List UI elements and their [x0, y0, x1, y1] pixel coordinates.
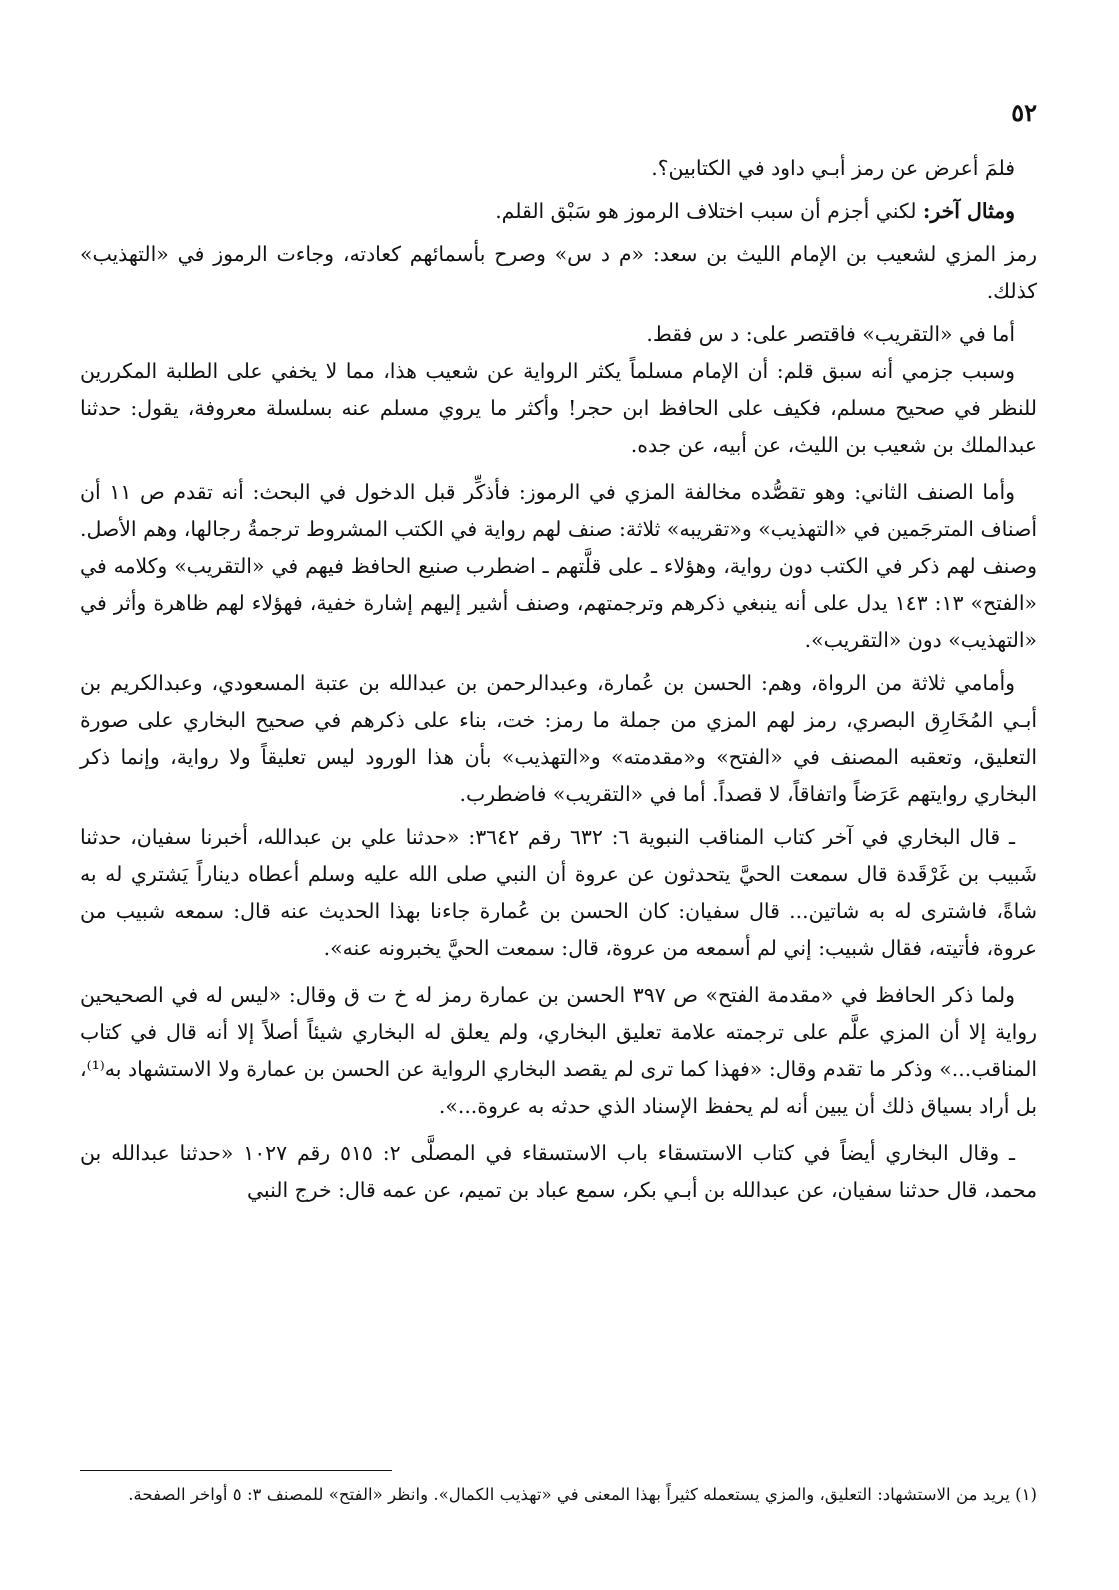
paragraph-text: أما في «التقريب» فاقتصر على: د س فقط.: [646, 322, 1015, 346]
paragraph: [80, 977, 1037, 1125]
paragraph-text: لكني أجزم أن سبب اختلاف الرموز هو سَبْق القلم.: [495, 199, 923, 223]
paragraph-text: فلمَ أعرض عن رمز أبـي داود في الكتابين؟.: [651, 156, 1015, 180]
paragraph-text: ـ قال البخاري في آخر كتاب المناقب النبوية ٦: ٦٣٢ رقم ٣٦٤٢: «حدثنا علي بن عبدالله، أخبرنا سفيان، حدثنا شَبيب بن غَرْقَدة قال سمعت الحيَّ يتحدثون عن عروة أن النبي صلى الله عليه وسلم أعطاه ديناراً يَشتري له به شاةً، فاشترى له به شاتين... قال سفيان: كان الحسن بن عُمارة جاءنا بهذا الحديث عنه قال: سمعه شبيب من عروة، فأتيته، فقال شبيب: إني لم أسمعه من عروة، قال: سمعت الحيَّ يخبرونه عنه».: [80, 825, 1037, 960]
paragraph: [80, 1135, 1037, 1209]
footnote: [80, 1480, 1037, 1510]
page-number: ٥٢: [1011, 98, 1037, 127]
paragraph: [80, 353, 1037, 464]
paragraph-lead: ومثال آخر:: [922, 199, 1015, 223]
paragraph-text: وأما الصنف الثاني: وهو تقصُّده مخالفة المزي في الرموز: فأذكِّر قبل الدخول في البحث: أنه تقدم ص ١١ أن أصناف المترجَمين في «التهذيب» و«تقريبه» ثلاثة: صنف لهم رواية في الكتب المشروط ترجمةُ رجالها، وهم الأصل. وصنف لهم ذكر في الكتب دون رواية، وهؤلاء ـ على قلَّتهم ـ اضطرب صنيع الحافظ فيهم في «التقريب» وكلامه في «الفتح» ١٣: ١٤٣ يدل على أنه ينبغي ذكرهم وترجمتهم، وصنف أشير إليهم إشارة خفية، فهؤلاء لهم ظاهرة وأثر في «التهذيب» دون «التقريب».: [80, 480, 1037, 652]
paragraph: [80, 236, 1037, 310]
footnote-text: (١) يريد من الاستشهاد: التعليق، والمزي يستعمله كثيراً بهذا المعنى في «تهذيب الكمال». وانظر «الفتح» للمصنف ٣: ٥ أواخر الصفحة.: [128, 1485, 1037, 1504]
document-page: [80, 0, 1037, 1590]
paragraph-text: ـ وقال البخاري أيضاً في كتاب الاستسقاء باب الاستسقاء في المصلَّى ٢: ٥١٥ رقم ١٠٢٧ «حدثنا عبدالله بن محمد، قال حدثنا سفيان، عن عبدالله بن أبـي بكر، سمع عباد بن تميم، عن عمه قال: خرج النبي: [80, 1141, 1037, 1202]
paragraph-text: رمز المزي لشعيب بن الإمام الليث بن سعد: «م د س» وصرح بأسمائهم كعادته، وجاءت الرموز في «التهذيب» كذلك.: [80, 242, 1037, 303]
footnote-divider: [80, 1470, 392, 1471]
body-text: [80, 150, 1037, 1215]
paragraph-text: ولما ذكر الحافظ في «مقدمة الفتح» ص ٣٩٧ الحسن بن عمارة رمز له خ ت ق وقال: «ليس له في الصحيحين رواية إلا أن المزي علَّم على ترجمته علامة تعليق البخاري، ولم يعلق له البخاري شيئاً أصلاً إلا أنه قال في كتاب المناقب...» وذكر ما تقدم وقال: «فهذا كما ترى لم يقصد البخاري الرواية عن الحسن بن عمارة ولا الاستشهاد به⁽¹⁾، بل أراد بسياق ذلك أن يبين أنه لم يحفظ الإسناد الذي حدثه به عروة...».: [80, 983, 1037, 1118]
paragraph: [80, 819, 1037, 967]
paragraph: [80, 474, 1037, 659]
paragraph-text: وسبب جزمي أنه سبق قلم: أن الإمام مسلماً يكثر الرواية عن شعيب هذا، مما لا يخفي على الطلبة المكررين للنظر في صحيح مسلم، فكيف على الحافظ ابن حجر! وأكثر ما يروي مسلم عنه بسلسلة معروفة، يقول: حدثنا عبدالملك بن شعيب بن الليث، عن أبيه، عن جده.: [80, 359, 1037, 457]
paragraph-text: وأمامي ثلاثة من الرواة، وهم: الحسن بن عُمارة، وعبدالرحمن بن عبدالله بن عتبة المسعودي، وعبدالكريم بن أبـي المُخَارِق البصري، رمز لهم المزي من جملة ما رمز: خت، بناء على ذكرهم في صحيح البخاري على صورة التعليق، وتعقبه المصنف في «الفتح» و«مقدمته» و«التهذيب» بأن هذا الورود ليس تعليقاً ولا رواية، وإنما ذكر البخاري روايتهم عَرَضاً واتفاقاً، لا قصداً. أما في «التقريب» فاضطرب.: [80, 671, 1037, 806]
paragraph: [80, 150, 1037, 187]
paragraph: [80, 193, 1037, 230]
paragraph: [80, 665, 1037, 813]
paragraph: [80, 316, 1037, 353]
